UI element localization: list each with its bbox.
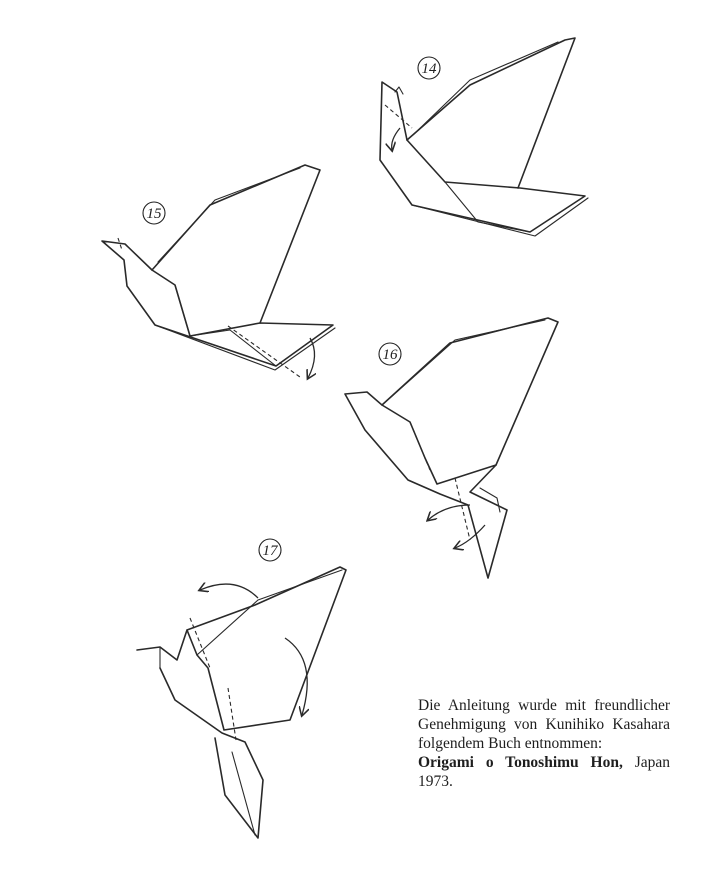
book-title: Origami o Tonoshimu Hon,	[418, 754, 623, 771]
credit-note	[418, 696, 670, 791]
credit-text: Die Anleitung wurde mit freundlicher Genehmigung von Kunihiko Kasahara folgendem Buch entnommen:	[418, 697, 670, 752]
svg-text:16: 16	[382, 347, 398, 363]
book-origin: Japan 1973.	[418, 754, 670, 790]
step-17-label	[259, 539, 281, 561]
step-15-figure	[102, 165, 335, 378]
svg-text:17: 17	[262, 543, 278, 559]
step-14-label	[418, 57, 440, 79]
step-17-figure	[137, 567, 346, 838]
svg-text:14: 14	[421, 61, 437, 77]
step-14-figure	[380, 38, 588, 236]
svg-text:15: 15	[146, 206, 162, 222]
step-16-figure	[345, 318, 558, 578]
step-15-label	[143, 202, 165, 224]
step-16-label	[379, 343, 401, 365]
